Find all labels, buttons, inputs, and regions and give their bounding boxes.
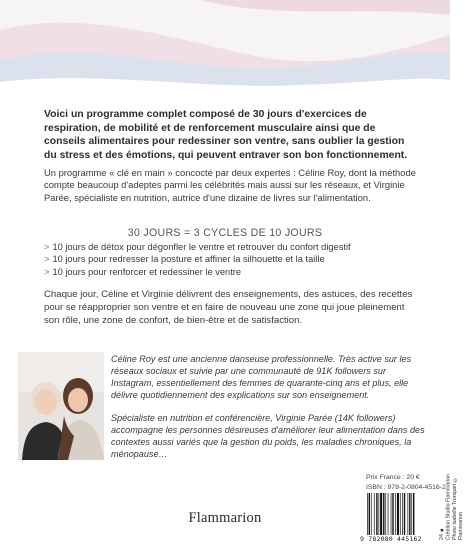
experts-paragraph: Un programme « clé en main » concocté par deux expertes : Céline Roy, dont la méthode compte beaucoup d'adeptes parmi les célébrités mais aussi sur les réseaux, et Virginie Parée, spécialiste en nutrition, autrice d'une dizaine de livres sur l'alimentation. <box>44 167 416 203</box>
authors-photo <box>18 352 104 460</box>
arrow-icon: > <box>44 254 50 265</box>
list-item: > 10 jours de détox pour dégonfler le ventre et retrouver du confort digestif <box>44 242 351 252</box>
isbn-label: ISBN : 978-2-0804-4516-2 <box>366 484 446 491</box>
arrow-icon: > <box>44 242 50 252</box>
header-wave-art <box>0 0 450 100</box>
list-item: > 10 jours pour redresser la posture et affiner la silhouette et la taille <box>44 254 325 265</box>
arrow-icon: > <box>44 266 50 277</box>
list-item: > 10 jours pour renforcer et redessiner le ventre <box>44 266 242 277</box>
price-label: Prix France : 20 € <box>366 474 420 481</box>
side-credits: 24 ■ Création Studio Flammarion Photo Isabelle Tronquet © Flammarion <box>439 474 464 540</box>
intro-paragraph: Voici un programme complet composé de 30 jours d'exercices de respiration, de mobilité et de renforcement musculaire ainsi que de conseils alimentaires pour redessiner son ventre, sans oublier la gestion du stress et des émotions, qui peuvent entraver son bon fonctionnement. <box>44 109 408 161</box>
cycles-list <box>44 241 434 278</box>
bio-celine-roy: Céline Roy est une ancienne danseuse professionnelle. Très active sur les réseaux sociaux et suivie par une communauté de 91K followers sur Instagram, essentiellement des femmes de quarante-cinq ans et plus, elle délivre quotidiennement des explications sur son enseignement. <box>111 354 412 400</box>
publisher-logo: Flammarion <box>188 510 262 526</box>
cycles-heading: 30 JOURS = 3 CYCLES DE 10 JOURS <box>127 227 323 239</box>
barcode-digits: 9 782080 445162 <box>360 535 422 543</box>
daily-paragraph: Chaque jour, Céline et Virginie délivrent des enseignements, des astuces, des recettes pour se réapproprier son ventre et en faire de nouveau une zone qui joue pleinement son rôle, une zone de confort, de bien-être et de satisfaction. <box>44 289 413 326</box>
bio-virginie-paree: Spécialiste en nutrition et conférencière, Virginie Parée (14K followers) accompagne les personnes désireuses d'améliorer leur alimentation dans des contextes aussi variés que la gestion du poids, les maladies chroniques, la ménopause… <box>111 413 425 459</box>
